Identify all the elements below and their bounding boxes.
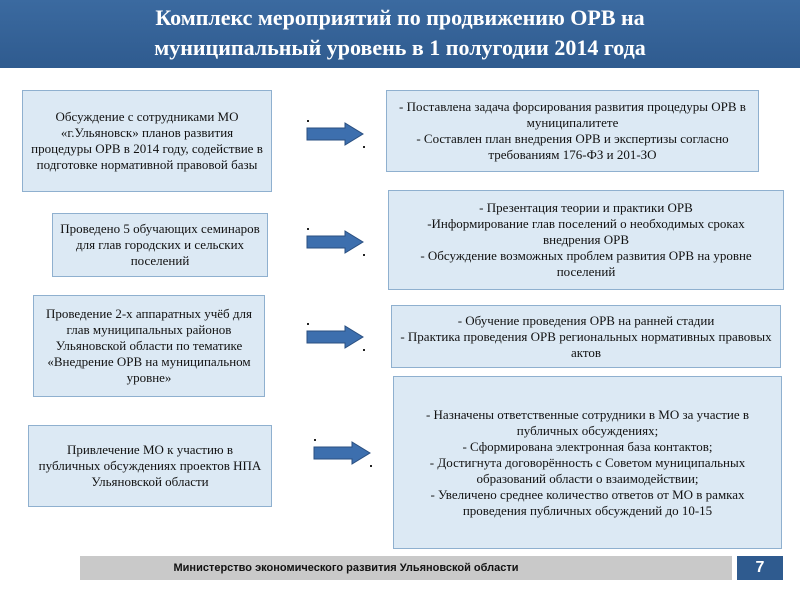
right-box-line: - Презентация теории и практики ОРВ xyxy=(479,200,693,215)
right-arrow-icon xyxy=(305,324,367,350)
right-box-line: -Информирование глав поселений о необходимых сроках внедрения ОРВ xyxy=(427,216,745,247)
right-box-line: - Составлен план внедрения ОРВ и экспертизы согласно требованиям 176-ФЗ и 201-ЗО xyxy=(416,131,729,162)
right-box-3 xyxy=(391,305,781,368)
left-box-2 xyxy=(52,213,268,277)
left-box-4 xyxy=(28,425,272,507)
slide-header xyxy=(0,0,800,68)
right-box-2 xyxy=(388,190,784,290)
right-box-line: - Обсуждение возможных проблем развития ОРВ на уровне поселений xyxy=(420,248,752,279)
left-box-text: Проведено 5 обучающих семинаров для глав городских и сельских поселений xyxy=(60,221,260,268)
marker-dot xyxy=(314,439,316,441)
right-box-line: - Сформирована электронная база контактов; xyxy=(462,438,713,454)
right-box-1 xyxy=(386,90,759,172)
right-arrow-icon xyxy=(305,229,367,255)
left-box-1 xyxy=(22,90,272,192)
marker-dot xyxy=(363,146,365,148)
footer-text: Министерство экономического развития Ульяновской области xyxy=(173,562,519,574)
right-box-line: - Поставлена задача форсирования развития процедуры ОРВ в муниципалитете xyxy=(399,99,746,130)
right-box-line: - Обучение проведения ОРВ на ранней стадии xyxy=(457,312,715,328)
right-box-line: - Практика проведения ОРВ региональных нормативных правовых актов xyxy=(400,328,772,360)
marker-dot xyxy=(370,465,372,467)
left-box-text: Привлечение МО к участию в публичных обсуждениях проектов НПА Ульяновской области xyxy=(38,442,262,489)
left-box-text: Обсуждение с сотрудниками МО «г.Ульяновск» планов развития процедуры ОРВ в 2014 году, содействие в подготовке нормативной правовой базы xyxy=(31,109,263,172)
right-box-4 xyxy=(393,376,782,549)
marker-dot xyxy=(307,120,309,122)
right-arrow-icon xyxy=(312,440,374,466)
right-box-line: - Назначены ответственные сотрудники в МО за участие в публичных обсуждениях; xyxy=(425,406,750,438)
marker-dot xyxy=(307,323,309,325)
right-box-line: - Достигнута договорённость с Советом муниципальных образований области о взаимодействии; xyxy=(429,454,746,486)
right-box-line: - Увеличено среднее количество ответов от МО в рамках проведения публичных обсуждений до 10-15 xyxy=(430,486,745,518)
right-arrow-icon xyxy=(305,121,367,147)
left-box-3 xyxy=(33,295,265,397)
slide-title xyxy=(0,3,800,63)
slide-title-line1: Комплекс мероприятий по продвижению ОРВ на xyxy=(155,5,645,30)
marker-dot xyxy=(363,254,365,256)
marker-dot xyxy=(307,228,309,230)
footer-bar xyxy=(80,556,732,580)
page-number: 7 xyxy=(737,556,783,580)
left-box-text: Проведение 2-х аппаратных учёб для глав муниципальных районов Ульяновской области по тематике «Внедрение ОРВ на муниципальном уровне» xyxy=(45,306,253,385)
marker-dot xyxy=(363,349,365,351)
slide-title-line2: муниципальный уровень в 1 полугодии 2014 года xyxy=(154,35,646,60)
